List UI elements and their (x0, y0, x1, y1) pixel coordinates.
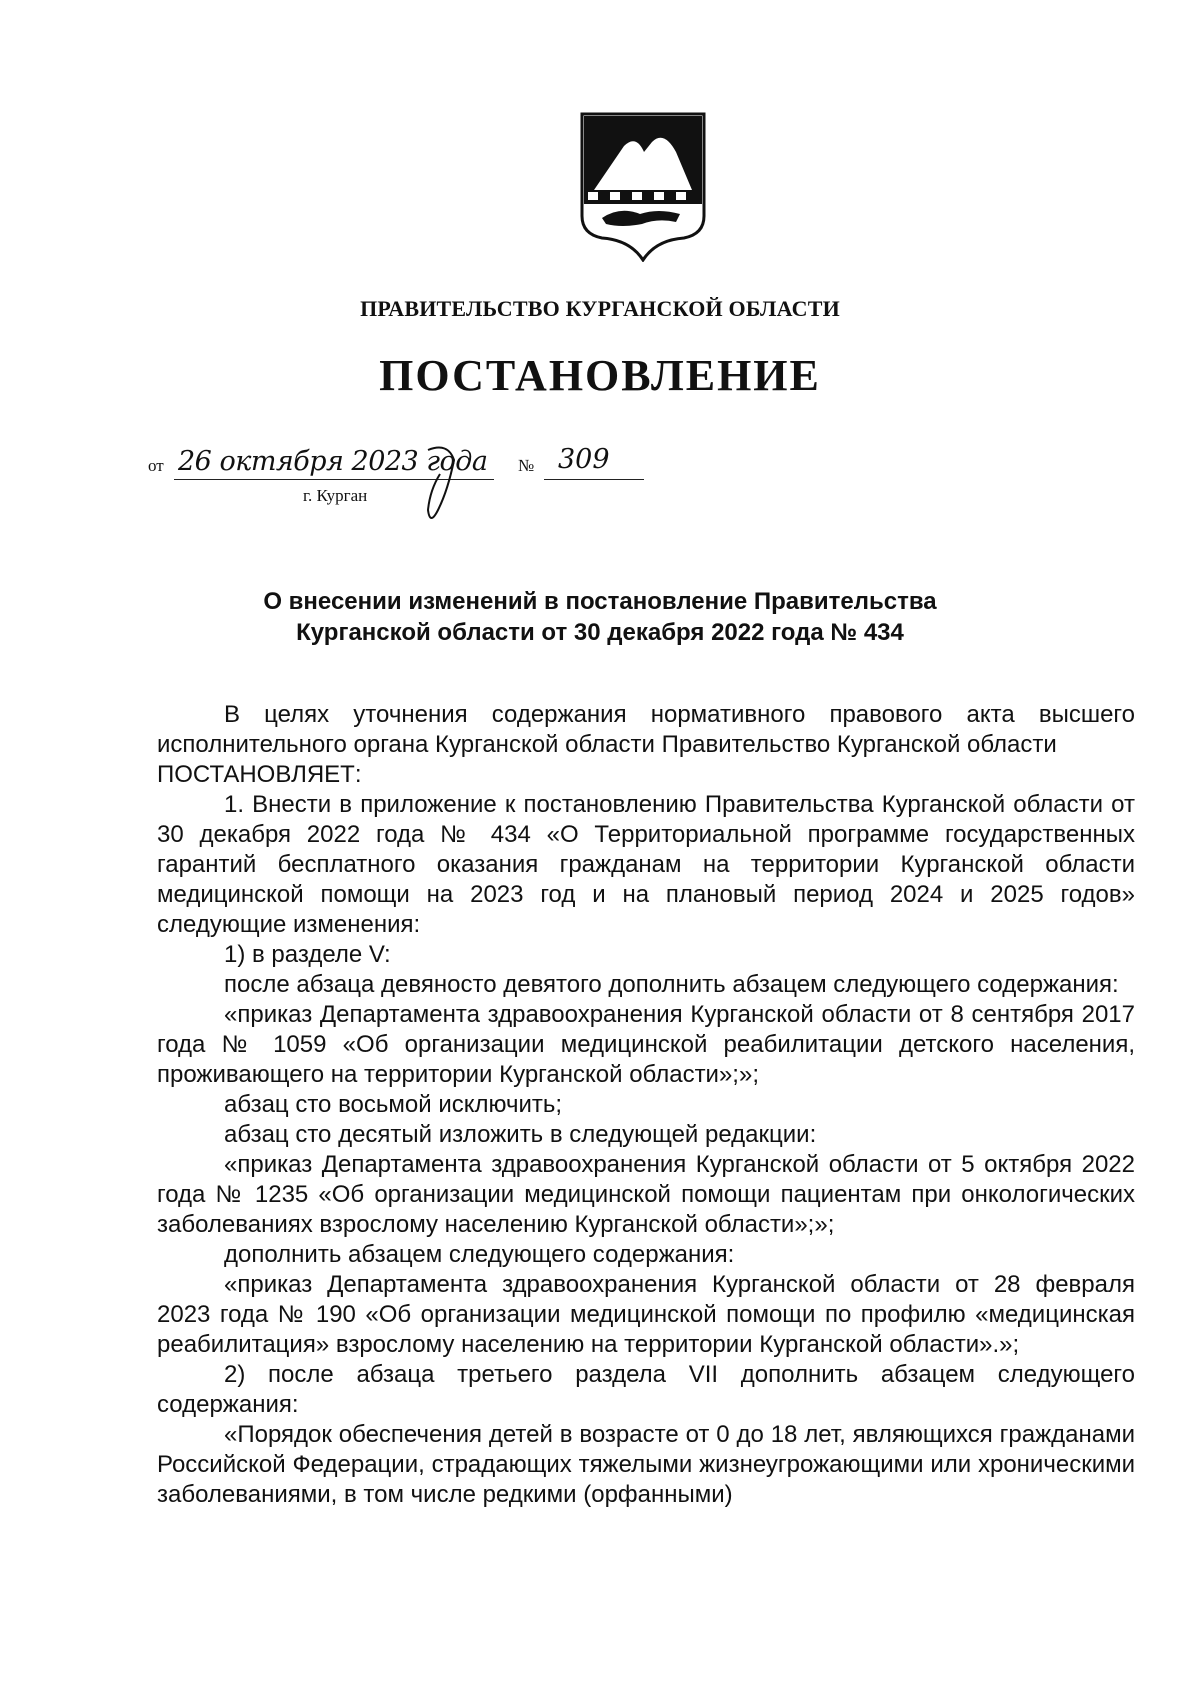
paragraph-add: дополнить абзацем следующего содержания: (224, 1241, 735, 1268)
paragraph-children-order: «Порядок обеспечения детей в возрасте от 0 до 18 лет, являющихся гражданами Российской Федерации, страдающих тяжелыми жизнеугрожающими или хроническими заболеваниями, в том числе редкими (орфанными) (157, 1421, 1135, 1508)
organization-name: ПРАВИТЕЛЬСТВО КУРГАНСКОЙ ОБЛАСТИ (360, 296, 840, 321)
kurgan-oblast-coat-of-arms-icon (580, 112, 706, 262)
document-body (157, 700, 1135, 1510)
paragraph-resolves: ПОСТАНОВЛЯЕТ: (157, 761, 362, 788)
title-line-2: Курганской области от 30 декабря 2022 года № 434 (296, 619, 904, 646)
date-number-line (148, 446, 668, 526)
city-name: г. Курган (303, 486, 368, 505)
number-sign: № (518, 456, 535, 475)
paragraph-order-1235: «приказ Департамента здравоохранения Курганской области от 5 октября 2022 года № 1235 «Об организации медицинской помощи пациентам при онкологических заболеваниях взрослому населению Курганской области»;»; (157, 1151, 1135, 1238)
paragraph-subitem-2: 2) после абзаца третьего раздела VII дополнить абзацем следующего содержания: (157, 1361, 1135, 1418)
document-title (0, 586, 1200, 648)
paragraph-item-1: 1. Внести в приложение к постановлению Правительства Курганской области от 30 декабря 2022 года № 434 «О Территориальной программе государственных гарантий бесплатного оказания гражданам на территории Курганской области медицинской помощи на 2023 год и на плановый период 2024 и 2025 годов» следующие изменения: (157, 791, 1135, 938)
paragraph-order-1059: «приказ Департамента здравоохранения Курганской области от 8 сентября 2017 года № 1059 «Об организации медицинской реабилитации детского населения, проживающего на территории Курганской области»;»; (157, 1001, 1135, 1088)
number-underline (544, 479, 644, 480)
handwritten-number: 309 (558, 444, 610, 475)
signature-stroke-icon (278, 440, 538, 530)
document-type-heading: ПОСТАНОВЛЕНИЕ (379, 351, 821, 400)
paragraph-restate-110: абзац сто десятый изложить в следующей редакции: (224, 1121, 817, 1148)
paragraph-after-99: после абзаца девяносто девятого дополнить абзацем следующего содержания: (224, 971, 1119, 998)
handwritten-date: 26 октября 2023 года (178, 446, 488, 477)
date-prefix: от (148, 456, 164, 475)
paragraph-exclude-108: абзац сто восьмой исключить; (224, 1091, 563, 1118)
paragraph-subitem-1: 1) в разделе V: (224, 941, 391, 968)
paragraph-order-190: «приказ Департамента здравоохранения Курганской области от 28 февраля 2023 года № 190 «Об организации медицинской помощи по профилю «медицинская реабилитация» взрослому населению на территории Курганской области».»; (157, 1271, 1135, 1358)
paragraph-preamble: В целях уточнения содержания нормативного правового акта высшего исполнительного органа Курганской области Правительство Курганской области (157, 701, 1135, 758)
title-line-1: О внесении изменений в постановление Правительства (263, 588, 937, 615)
